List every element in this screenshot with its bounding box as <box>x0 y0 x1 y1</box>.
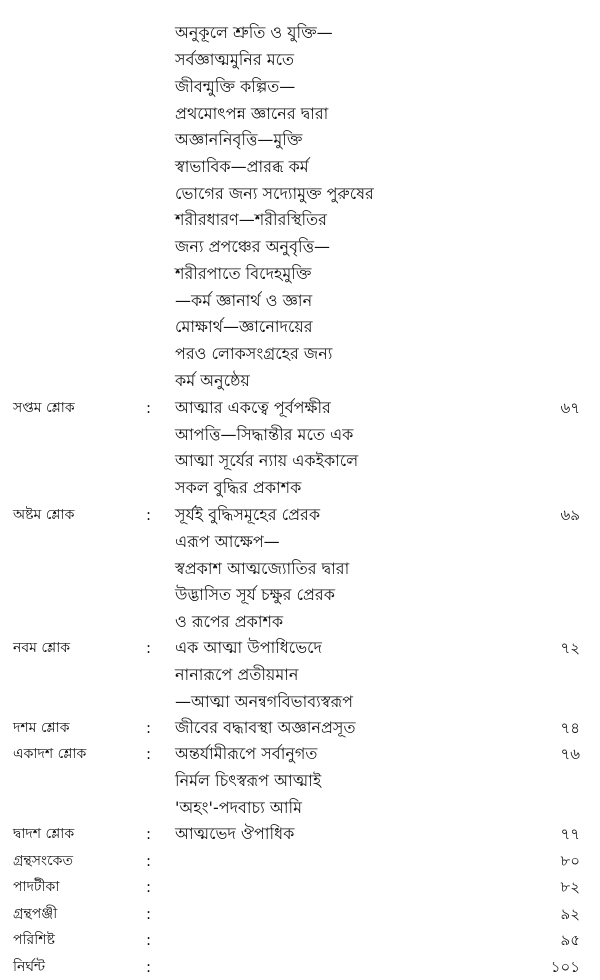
toc-line <box>0 448 600 474</box>
toc-colon: : <box>146 719 152 737</box>
toc-page-number: ৭৭ <box>560 825 580 843</box>
toc-line <box>0 127 600 153</box>
toc-section-label: সপ্তম শ্লোক <box>13 400 75 416</box>
toc-section-label: একাদশ শ্লোক <box>13 746 87 762</box>
toc-page-number: ৭৬ <box>560 745 580 763</box>
toc-section-label: গ্রন্থসংকেত <box>13 853 73 869</box>
toc-section-label: গ্রন্থপঞ্জী <box>13 906 58 922</box>
toc-line <box>0 261 600 287</box>
toc-section-label: নির্ঘন্ট <box>13 959 46 975</box>
toc-entry-text: 'অহং'-পদবাচ্য আমি <box>175 798 303 817</box>
toc-entry-text: শরীরপাতে বিদেহমুক্তি <box>175 264 312 283</box>
toc-line <box>0 741 600 767</box>
toc-entry-text: কর্ম অনুষ্ঠেয় <box>175 371 250 390</box>
toc-section-label: দ্বাদশ শ্লোক <box>13 826 75 842</box>
toc-colon: : <box>146 745 152 763</box>
toc-line <box>0 314 600 340</box>
toc-entry-text: উদ্ভাসিত সূর্য চক্ষুর প্রেরক <box>175 585 335 604</box>
toc-entry-text: —কর্ম জ্ঞানার্থ ও জ্ঞান <box>175 291 313 310</box>
toc-line <box>0 874 600 900</box>
toc-entry-text: সূর্যই বুদ্ধিসমূহের প্রেরক <box>175 505 321 524</box>
toc-line <box>0 101 600 127</box>
toc-entry-text: জন্য প্রপঞ্চের অনুবৃত্তি— <box>175 237 331 256</box>
toc-entry-text: স্বাভাবিক—প্রারব্ধ কর্ম <box>175 157 309 176</box>
toc-line <box>0 207 600 233</box>
toc-line <box>0 288 600 314</box>
toc-entry-text: সকল বুদ্ধির প্রকাশক <box>175 478 302 497</box>
toc-section-label: নবম শ্লোক <box>13 640 71 656</box>
toc-entry-text: —আত্মা অনন্বগবিভাব্যস্বরূপ <box>175 692 354 711</box>
toc-page-number: ৭২ <box>560 639 580 657</box>
toc-entry-text: আত্মভেদ ঔপাধিক <box>175 824 295 843</box>
toc-line <box>0 475 600 501</box>
toc-line <box>0 821 600 847</box>
toc-colon: : <box>146 958 152 976</box>
toc-page-number: ৬৭ <box>560 399 580 417</box>
toc-colon: : <box>146 878 152 896</box>
toc-line <box>0 582 600 608</box>
toc-page-number: ৯২ <box>560 905 580 923</box>
toc-entry-text: আপত্তি—সিদ্ধান্তীর মতে এক <box>175 425 354 444</box>
toc-colon: : <box>146 905 152 923</box>
toc-entry-text: জীবন্মুক্তি কল্পিত— <box>175 77 296 96</box>
toc-line <box>0 635 600 661</box>
toc-line <box>0 422 600 448</box>
toc-line <box>0 154 600 180</box>
toc-line <box>0 368 600 394</box>
toc-section-label: দশম শ্লোক <box>13 720 70 736</box>
toc-line <box>0 556 600 582</box>
toc-entry-text: অন্তর্যামীরূপে সর্বানুগত <box>175 744 318 763</box>
toc-page-number: ৭৪ <box>560 719 580 737</box>
toc-colon: : <box>146 825 152 843</box>
toc-line <box>0 47 600 73</box>
toc-line <box>0 689 600 715</box>
toc-line <box>0 954 600 980</box>
toc-line <box>0 20 600 46</box>
toc-line <box>0 662 600 688</box>
toc-line <box>0 901 600 927</box>
toc-page-number: ১০১ <box>550 958 580 976</box>
toc-line <box>0 395 600 421</box>
toc-entry-text: এক আত্মা উপাধিভেদে <box>175 638 322 657</box>
toc-entry-text: নানারূপে প্রতীয়মান <box>175 665 299 684</box>
toc-entry-text: স্বপ্রকাশ আত্মজ্যোতির দ্বারা <box>175 559 350 578</box>
toc-line <box>0 927 600 953</box>
toc-entry-text: প্রথমোৎপন্ন জ্ঞানের দ্বারা <box>175 104 329 123</box>
toc-entry-text: সর্বজ্ঞাত্মমুনির মতে <box>175 50 295 69</box>
toc-line <box>0 848 600 874</box>
toc-colon: : <box>146 639 152 657</box>
toc-section-label: পরিশিষ্ট <box>13 932 55 948</box>
toc-line <box>0 768 600 794</box>
toc-section-label: অষ্টম শ্লোক <box>13 507 75 523</box>
toc-entry-text: জীবের বদ্ধাবস্থা অজ্ঞানপ্রসূত <box>175 718 356 737</box>
toc-entry-text: ভোগের জন্য সদ্যোমুক্ত পুরুষের <box>175 184 374 203</box>
toc-colon: : <box>146 931 152 949</box>
toc-entry-text: মোক্ষার্থ—জ্ঞানোদয়ের <box>175 317 313 336</box>
toc-line <box>0 341 600 367</box>
toc-line <box>0 609 600 635</box>
toc-entry-text: অজ্ঞাননিবৃত্তি—মুক্তি <box>175 130 303 149</box>
toc-line <box>0 529 600 555</box>
toc-page-number: ৬৯ <box>560 506 580 524</box>
toc-entry-text: নির্মল চিৎস্বরূপ আত্মাই <box>175 771 322 790</box>
toc-line <box>0 181 600 207</box>
toc-line <box>0 502 600 528</box>
toc-entry-text: আত্মার একত্বে পূর্বপক্ষীর <box>175 398 331 417</box>
toc-colon: : <box>146 399 152 417</box>
toc-page-number: ৮০ <box>560 852 580 870</box>
toc-line <box>0 795 600 821</box>
toc-colon: : <box>146 852 152 870</box>
toc-line <box>0 715 600 741</box>
toc-colon: : <box>146 506 152 524</box>
toc-entry-text: এরূপ আক্ষেপ— <box>175 532 280 551</box>
toc-entry-text: পরও লোকসংগ্রহের জন্য <box>175 344 333 363</box>
toc-entry-text: অনুকূলে শ্রুতি ও যুক্তি— <box>175 23 333 42</box>
toc-entry-text: শরীরধারণ—শরীরস্থিতির <box>175 210 327 229</box>
toc-line <box>0 74 600 100</box>
toc-entry-text: ও রূপের প্রকাশক <box>175 612 284 631</box>
toc-page-number: ৮২ <box>560 878 580 896</box>
toc-page-number: ৯৫ <box>560 931 580 949</box>
toc-section-label: পাদটীকা <box>13 879 60 895</box>
toc-line <box>0 234 600 260</box>
toc-entry-text: আত্মা সূর্যের ন্যায় একইকালে <box>175 451 359 470</box>
